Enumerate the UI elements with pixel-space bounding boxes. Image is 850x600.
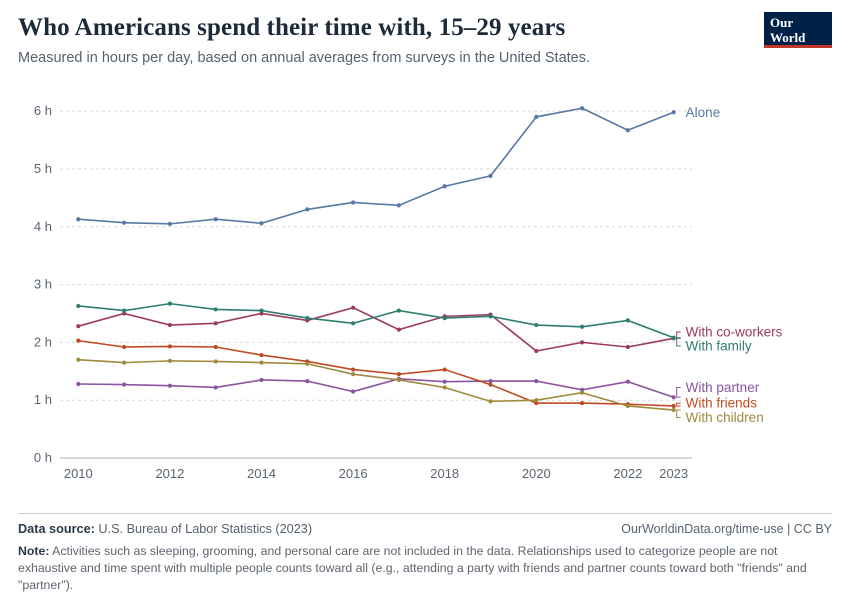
data-point — [168, 221, 172, 225]
chart-svg — [18, 80, 832, 500]
data-point — [259, 353, 263, 357]
series-label-with-family[interactable]: With family — [685, 337, 752, 353]
data-point — [397, 327, 401, 331]
data-point — [351, 367, 355, 371]
page-subtitle: Measured in hours per day, based on annual averages from surveys in the United States. — [18, 49, 590, 66]
data-point — [672, 403, 676, 407]
data-point — [351, 305, 355, 309]
footer-link[interactable]: OurWorldinData.org/time-use | CC BY — [621, 521, 832, 536]
chart-header — [18, 14, 832, 68]
data-point — [443, 367, 447, 371]
x-tick-label: 2023 — [659, 465, 689, 481]
data-point — [488, 382, 492, 386]
data-point — [397, 377, 401, 381]
x-tick-label: 2020 — [521, 465, 551, 481]
x-tick-label: 2018 — [430, 465, 460, 481]
y-tick-label: 4 h — [33, 218, 52, 234]
data-point — [305, 379, 309, 383]
data-point — [534, 323, 538, 327]
note-text: Activities such as sleeping, grooming, and personal care are not included in the data. Relationships used to categorize people are not exhaustive and time spent with multiple people counts toward all (e.g., attending a party with friends and partner counts toward both "friends" and "partner"). — [18, 544, 807, 593]
data-point — [626, 344, 630, 348]
data-point — [305, 361, 309, 365]
series-line-with-co-workers — [78, 307, 673, 350]
data-point — [351, 200, 355, 204]
x-tick-label: 2010 — [63, 465, 93, 481]
x-tick-label: 2012 — [155, 465, 185, 481]
data-point — [580, 390, 584, 394]
data-point — [76, 357, 80, 361]
data-point — [259, 377, 263, 381]
data-point — [168, 301, 172, 305]
data-point — [168, 344, 172, 348]
data-point — [214, 217, 218, 221]
data-point — [626, 403, 630, 407]
chart-note — [18, 543, 832, 594]
series-label-with-co-workers[interactable]: With co-workers — [685, 324, 783, 340]
data-point — [168, 323, 172, 327]
owid-logo[interactable] — [764, 12, 832, 60]
series-label-with-friends[interactable]: With friends — [685, 395, 757, 411]
data-point — [488, 314, 492, 318]
data-point — [351, 321, 355, 325]
data-point — [214, 385, 218, 389]
data-point — [214, 344, 218, 348]
data-point — [534, 349, 538, 353]
data-source-label: Data source: — [18, 521, 95, 536]
data-point — [168, 383, 172, 387]
data-point — [76, 303, 80, 307]
data-point — [488, 173, 492, 177]
logo-line-1: Our World — [770, 15, 806, 45]
y-tick-label: 5 h — [33, 160, 52, 176]
series-line-with-partner — [78, 378, 673, 397]
data-point — [351, 372, 355, 376]
data-point — [672, 395, 676, 399]
data-point — [76, 338, 80, 342]
series-label-with-partner[interactable]: With partner — [685, 379, 760, 395]
data-point — [76, 324, 80, 328]
data-point — [397, 372, 401, 376]
label-connector — [677, 410, 681, 418]
series-label-alone[interactable]: Alone — [685, 104, 721, 120]
x-tick-label: 2014 — [247, 465, 276, 481]
data-point — [259, 360, 263, 364]
data-point — [443, 379, 447, 383]
data-point — [305, 316, 309, 320]
data-point — [397, 308, 401, 312]
data-point — [580, 324, 584, 328]
data-point — [122, 360, 126, 364]
label-connector — [677, 387, 681, 397]
data-point — [168, 358, 172, 362]
logo-line-2: in Data — [770, 45, 811, 60]
y-tick-label: 3 h — [33, 276, 52, 292]
data-point — [443, 385, 447, 389]
note-label: Note: — [18, 544, 50, 559]
y-tick-label: 6 h — [33, 102, 52, 118]
series-line-with-family — [78, 303, 673, 337]
data-point — [672, 335, 676, 339]
data-point — [259, 221, 263, 225]
series-label-with-children[interactable]: With children — [685, 409, 764, 425]
data-point — [626, 379, 630, 383]
data-point — [122, 220, 126, 224]
data-point — [580, 106, 584, 110]
data-point — [534, 114, 538, 118]
x-tick-label: 2016 — [338, 465, 368, 481]
data-point — [351, 389, 355, 393]
data-point — [76, 217, 80, 221]
data-point — [443, 316, 447, 320]
data-point — [259, 308, 263, 312]
data-point — [397, 203, 401, 207]
data-point — [626, 318, 630, 322]
data-point — [305, 207, 309, 211]
line-chart — [18, 80, 832, 500]
data-source-text: U.S. Bureau of Labor Statistics (2023) — [98, 521, 313, 536]
data-point — [214, 359, 218, 363]
x-tick-label: 2022 — [613, 465, 643, 481]
data-point — [488, 399, 492, 403]
page-title: Who Americans spend their time with, 15–29 years — [18, 14, 566, 41]
data-point — [214, 321, 218, 325]
data-point — [443, 184, 447, 188]
data-point — [534, 379, 538, 383]
data-point — [122, 382, 126, 386]
data-point — [580, 401, 584, 405]
series-line-with-friends — [78, 340, 673, 405]
y-tick-label: 0 h — [33, 449, 52, 465]
data-point — [76, 381, 80, 385]
data-point — [214, 307, 218, 311]
data-point — [122, 308, 126, 312]
data-point — [534, 398, 538, 402]
label-connector — [677, 403, 681, 406]
y-tick-label: 2 h — [33, 333, 52, 349]
data-point — [672, 408, 676, 412]
data-point — [626, 128, 630, 132]
data-point — [672, 110, 676, 114]
label-connector — [677, 337, 681, 345]
data-source — [18, 521, 312, 538]
y-tick-label: 1 h — [33, 391, 52, 407]
data-point — [580, 340, 584, 344]
series-line-alone — [78, 108, 673, 224]
data-point — [122, 344, 126, 348]
chart-footer — [18, 513, 832, 594]
